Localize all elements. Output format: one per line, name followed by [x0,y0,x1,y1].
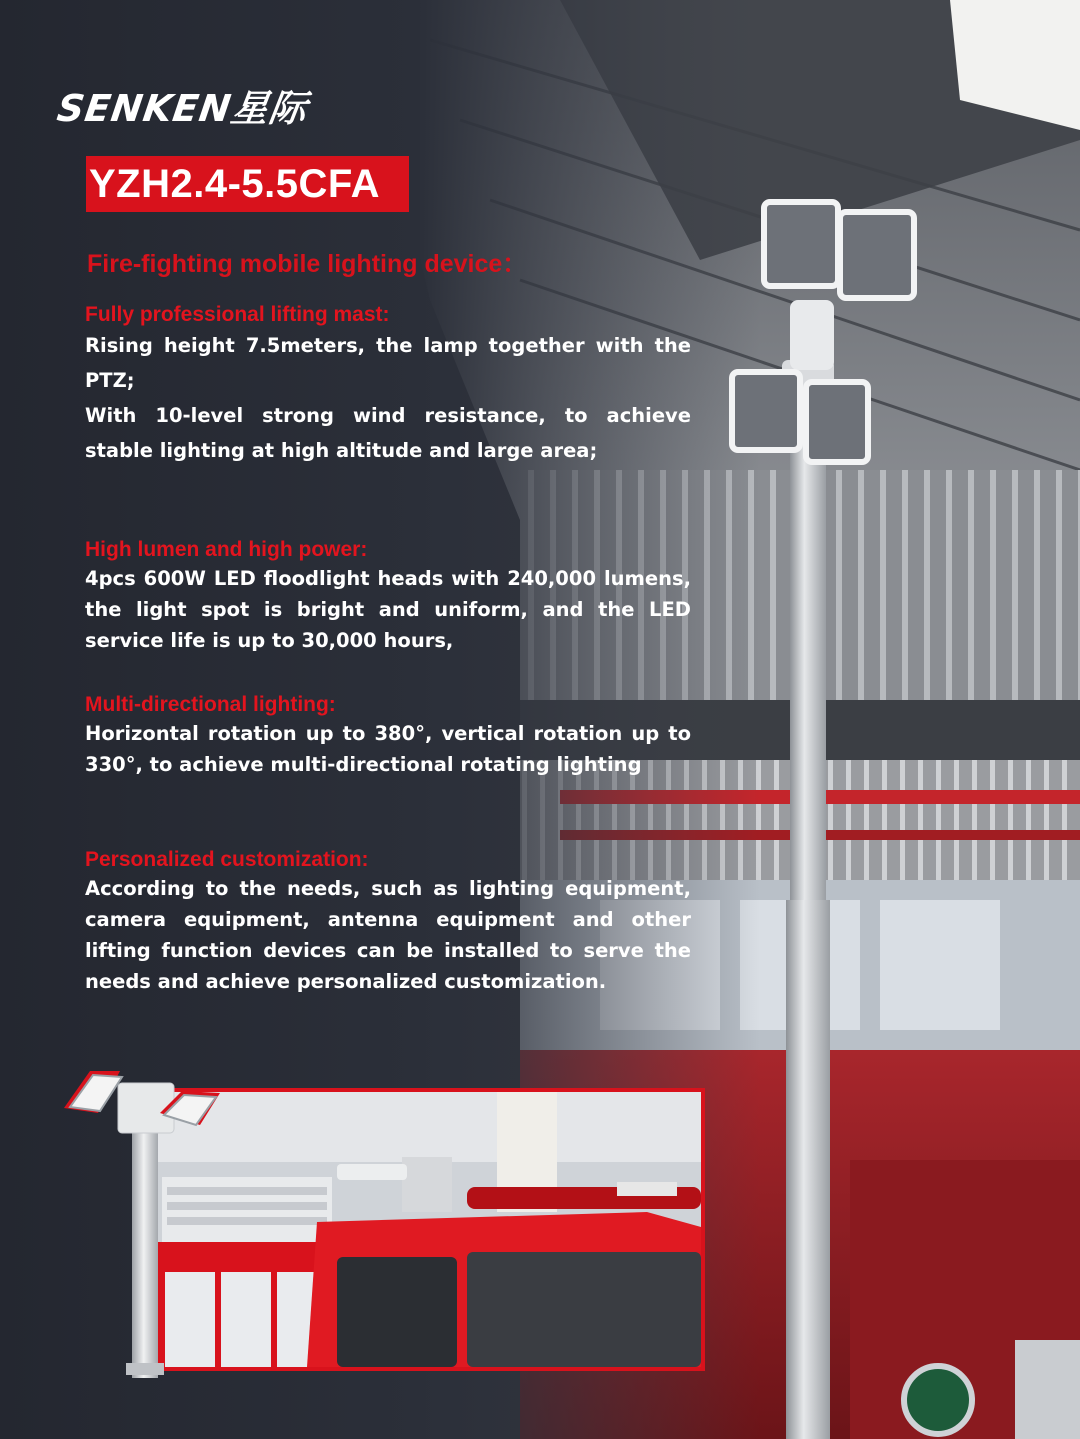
mast-lamp-icon [60,1063,240,1383]
section-paragraph: Rising height 7.5meters, the lamp together with the PTZ; [85,334,691,392]
section-customization [85,847,691,997]
brand-logo: SENKEN星际 [54,87,311,130]
section-lifting-mast [85,302,691,468]
section-high-lumen [85,537,691,656]
section-multi-directional [85,692,691,780]
mini-mast-illustration [60,1063,240,1387]
section-body [85,718,691,780]
section-paragraph: Horizontal rotation up to 380°, vertical rotation up to 330°, to achieve multi-directional rotating lighting [85,722,691,776]
section-body [85,873,691,997]
section-title: High lumen and high power: [85,538,368,561]
section-body [85,328,691,468]
section-title: Multi-directional lighting: [85,693,336,716]
model-number: YZH2.4-5.5CFA [89,161,381,206]
section-paragraph: 4pcs 600W LED floodlight heads with 240,000 lumens, the light spot is bright and uniform, and the LED service life is up to 30,000 hours, [85,567,691,652]
section-body [85,563,691,656]
page-subtitle: Fire-fighting mobile lighting device： [87,250,528,278]
section-paragraph: With 10-level strong wind resistance, to achieve stable lighting at high altitude and large area; [85,404,691,462]
section-paragraph: According to the needs, such as lighting equipment, camera equipment, antenna equipment and other lifting function devices can be installed to serve the needs and achieve personalized customization. [85,877,691,993]
model-badge [86,156,409,212]
section-title: Fully professional lifting mast: [85,303,390,326]
section-title: Personalized customization: [85,848,369,871]
